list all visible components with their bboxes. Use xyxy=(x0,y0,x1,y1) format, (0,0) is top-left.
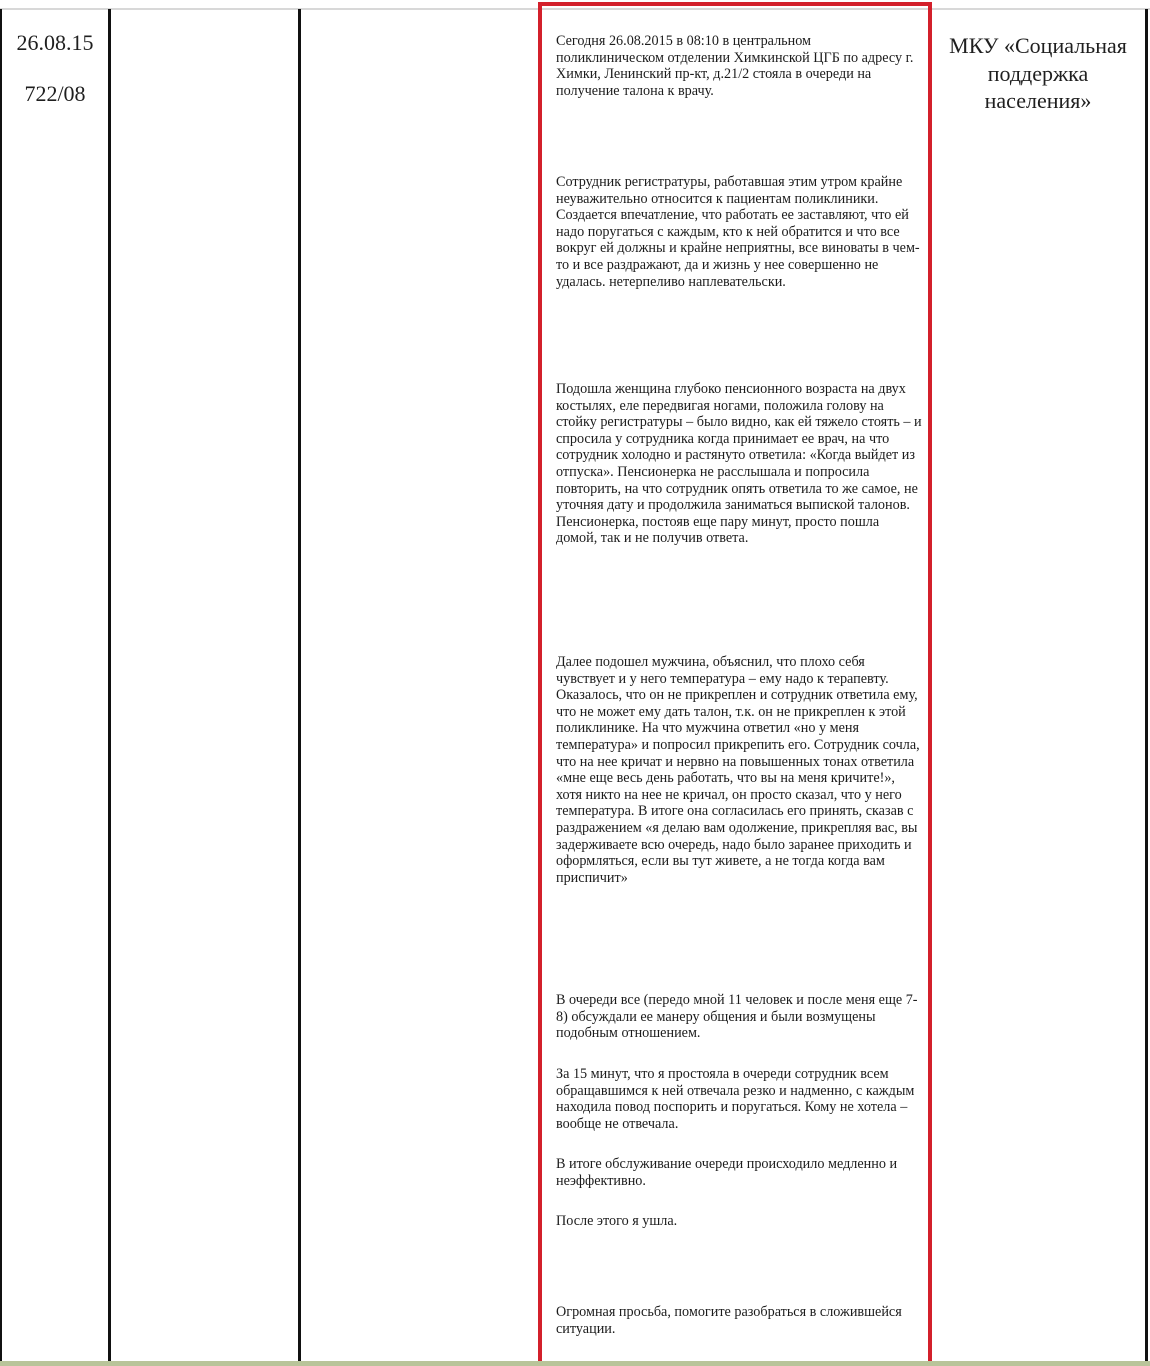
complaint-paragraph: Сегодня 26.08.2015 в 08:10 в центральном поликлиническом отделении Химкинской ЦГБ по адресу г. Химки, Ленинский пр-кт, д.21/2 стояла в очереди на получение талона к врачу. xyxy=(556,33,914,99)
table-bottom-border xyxy=(0,1361,1150,1366)
complaint-paragraph: Подошла женщина глубоко пенсионного возраста на двух костылях, еле передвигая ногами, положила голову на стойку регистратуры – было видно, как ей тяжело стоять – и спросила у сотрудника когда принимает ее врач, на что сотрудник холодно и растянуто ответила: «Когда выйдет из отпуска». Пенсионерка не расслышала и попросила повторить, на что сотрудник опять ответила то же самое, не уточняя дату и продолжила заниматься выпиской талонов. Пенсионерка, постояв еще пару минут, просто пошла домой, так и не получив ответа. xyxy=(556,381,922,547)
complaint-paragraph: После этого я ушла. xyxy=(556,1213,678,1229)
responsible-organization: МКУ «Социальная поддержка населения» xyxy=(949,33,1127,113)
date-cell xyxy=(4,30,106,107)
complaint-paragraph: В итоге обслуживание очереди происходило медленно и неэффективно. xyxy=(556,1156,898,1189)
complaint-paragraph: Далее подошел мужчина, объяснил, что плохо себя чувствует и у него температура – ему надо к терапевту. Оказалось, что он не прикреплен и сотрудник ответила ему, что не может ему дать талон, т.к. он не прикреплен к этой поликлинике. На что мужчина ответил «но у меня температура» и попросил прикрепить его. Сотрудник сочла, что на нее кричат и нервно на повышенных тонах ответила «мне еще весь день работать, что вы на меня кричите!», хотя никто на нее не кричал, он просто сказал, что у него температура. В итоге она согласилась его принять, сказав с раздражением «я делаю вам одолжение, прикрепляя вас, вы задерживаете всю очередь, надо было заранее приходить и оформляться, если вы тут живете, а не тогда когда вам приспичит» xyxy=(556,654,920,886)
table-column-border xyxy=(1145,9,1148,1365)
table-column-border xyxy=(108,9,111,1365)
complaint-paragraph: Сотрудник регистратуры, работавшая этим утром крайне неуважительно относится к пациентам поликлиники. Создается впечатление, что работать ее заставляют, что ей надо поругаться с каждым, кто к ней обратится и что все вокруг ей должны и крайне неприятны, все виноваты в чем-то и все раздражают, да и жизнь у нее совершенно не удалась. нетерпеливо наплевательски. xyxy=(556,174,920,290)
complaint-paragraph: За 15 минут, что я простояла в очереди сотрудник всем обращавшимся к ней отвечала резко и надменно, с каждым находила повод поспорить и поругаться. Кому не хотела – вообще не отвечала. xyxy=(556,1066,915,1132)
table-column-border xyxy=(0,9,2,1365)
complaint-paragraph: Огромная просьба, помогите разобраться в сложившейся ситуации. xyxy=(556,1304,902,1337)
complaint-paragraph: В очереди все (передо мной 11 человек и после меня еще 7-8) обсуждали ее манеру общения и были возмущены подобным отношением. xyxy=(556,992,918,1042)
appeal-number: 722/08 xyxy=(24,81,86,106)
table-column-border xyxy=(298,9,301,1365)
appeal-date: 26.08.15 xyxy=(16,30,94,55)
